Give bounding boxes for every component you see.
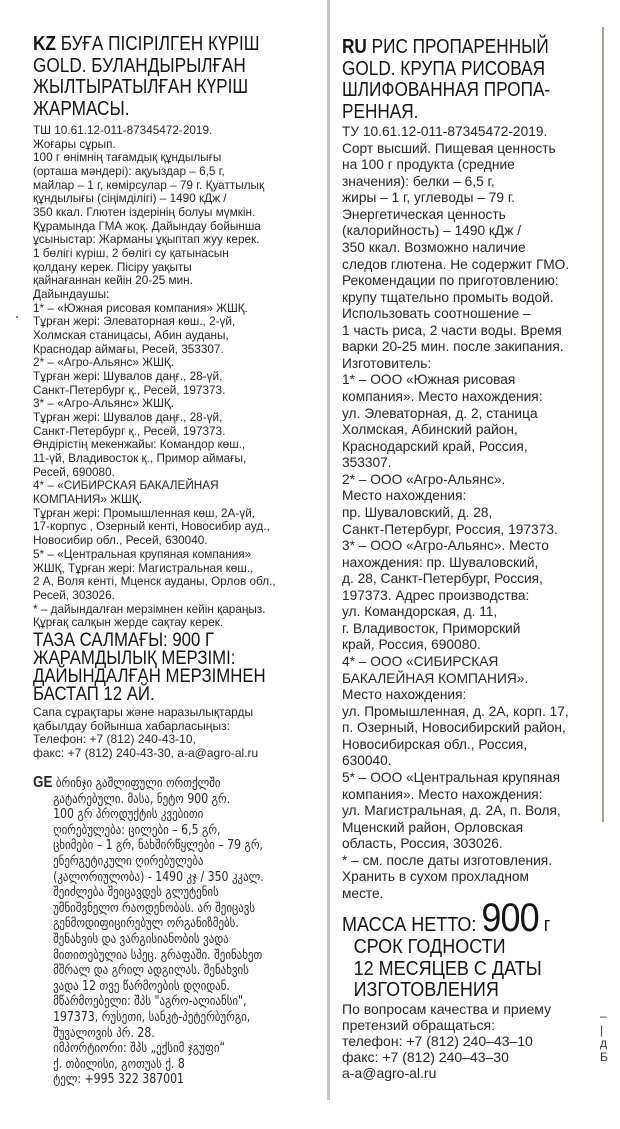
ru-contact-line: претензий обращаться:	[342, 1017, 495, 1033]
ru-title-line: ШЛИФОВАННАЯ ПРОПА-	[342, 79, 551, 101]
ru-body-line: Использовать соотношение –	[342, 305, 531, 322]
ge-lines-line: უმნიშვნელო რაოდენობას. არ შეიცავს	[53, 900, 256, 916]
ru-body-line: ТУ 10.61.12-011-87345472-2019.	[342, 123, 548, 139]
edge-fragments-line: Б	[600, 1049, 608, 1064]
stray-dot	[16, 316, 18, 318]
kz-contact-line: Телефон: +7 (812) 240-43-10,	[33, 732, 196, 747]
ru-body-line: п. Озерный, Новосибирский район,	[342, 719, 566, 736]
ru-body-line: варки 20-25 мин. после закипания.	[342, 338, 564, 355]
edge-fragments-line: д	[600, 1036, 608, 1050]
ge-lines-line: შუვალოვის პრ. 28.	[53, 1025, 155, 1041]
ru-shelf-life-line: 12 МЕСЯЦЕВ С ДАТЫ	[353, 957, 542, 980]
ru-contact-line: a-a@agro-al.ru	[342, 1065, 437, 1081]
ge-lines-line: 100 გრ პროდუქტის კვებითი	[53, 807, 204, 823]
edge-fragments-line: –	[600, 1009, 607, 1023]
ru-body-line: пр. Шуваловский, д. 28,	[342, 503, 493, 520]
kz-body-line: Құрғақ салқын жерде сақтау керек.	[33, 615, 224, 630]
ru-body-line: 1 часть риса, 2 части воды. Время	[342, 321, 562, 338]
ru-title	[342, 37, 584, 123]
edge-fragments	[600, 1010, 608, 1064]
kz-body-line: Санкт-Петербург қ., Ресей, 197373.	[33, 382, 226, 397]
kz-body-line: (орташа мәндері): ақуыздар – 6,5 г,	[33, 164, 225, 179]
kz-title-line: GOLD. БУЛАНДЫРЫЛҒАН	[33, 54, 246, 77]
kz-body-line: Новосибир обл., Ресей, 630040.	[33, 533, 208, 548]
ru-body-line: 1* – ООО «Южная рисовая	[342, 371, 516, 388]
ru-net-value: 900	[481, 896, 539, 940]
ru-body-line: Новосибирская обл., Россия,	[342, 735, 528, 752]
ru-title-line: GOLD. КРУПА РИСОВАЯ	[342, 57, 546, 80]
ru-contact-line: телефон: +7 (812) 240–43–10	[342, 1033, 533, 1049]
ge-lines-line: შეიძლება შეიცავდეს გლუტენის	[53, 885, 219, 901]
kz-body-line: 17-корпус , Озерный кенті, Новосибир ауд.,	[33, 519, 270, 534]
ge-lines-line: ქ. თბილისი, გოთუას ქ. 8	[53, 1056, 185, 1072]
ru-body-line: нахождения: пр. Шуваловский,	[342, 553, 539, 570]
kz-contact-line: факс: +7 (812) 240-43-30, a-a@agro-al.ru	[33, 746, 259, 761]
ge-lines-line: შენახვის და ვარგისიანობის ვადა	[53, 931, 229, 947]
kz-contact-line: қабылдау бойынша хабарласыңыз:	[33, 718, 230, 733]
ru-body-line: Рекомендации по приготовлению:	[342, 272, 559, 289]
ru-body-line: г. Владивосток, Приморский	[342, 619, 521, 636]
ru-body-line: 5* – ООО «Центральная крупяная	[342, 768, 561, 785]
kz-body-line: 100 г өнімнің тағамдық құндылығы	[33, 150, 222, 165]
kz-body-line: Тұрған жері: Шувалов даңғ., 28-үй,	[33, 410, 223, 425]
ru-body-line: 353307.	[342, 454, 392, 471]
ru-body-line: 350 ккал. Возможно наличие	[342, 238, 526, 255]
ru-net-unit: г	[543, 914, 551, 936]
ge-lines	[33, 792, 284, 1088]
ge-lines-line: (კალორიულობა) - 1490 კჯ / 350 კკალ.	[53, 869, 264, 885]
kz-body-line: 5* – «Центральная крупяная компания»	[33, 546, 252, 561]
kz-net-weight-shelf-life-line: ТАЗА САЛМАҒЫ: 900 Г	[33, 629, 215, 651]
kz-title-line: ЖЫЛТЫРАТЫЛҒАН КҮРІШ	[33, 76, 249, 98]
ru-body-line: ул. Промышленная, д. 2А, корп. 17,	[342, 702, 569, 719]
ru-body-line: крупу тщательно промыть водой.	[342, 288, 554, 305]
ru-body-line: компания». Место нахождения:	[342, 785, 543, 802]
ru-language-code: RU	[342, 36, 367, 58]
kz-body-line: Дайындаушы:	[33, 287, 110, 302]
kz-body-line: Өндірістің мекенжайы: Командор көш.,	[33, 437, 246, 452]
ge-lines-line: ვადა 12 თვე წარმოების დღიდან.	[53, 978, 230, 994]
ge-lines-line: მითითებულია სპეც. გრაფაში. შეინახეთ	[53, 947, 263, 963]
ru-body-line: Мценский район, Орловская	[342, 818, 524, 835]
ge-lines-line: მწარმოებელი: შპს "აგრო-ალიანსი",	[53, 994, 247, 1010]
ru-body-line: следов глютена. Не содержит ГМО.	[342, 255, 570, 272]
ru-body-line: компания». Место нахождения:	[342, 388, 543, 404]
ru-title-line: РЕННАЯ.	[342, 100, 419, 123]
ru-body-line: на 100 г продукта (средние	[342, 156, 515, 173]
ru-body-line: Место нахождения:	[342, 686, 467, 703]
kz-body-line: қайнағаннан кейін 20-25 мин.	[33, 273, 193, 288]
ge-lines-line: ღირებულება: ცილები – 6,5 გრ,	[53, 822, 221, 838]
kz-body-line: қолдану керек. Пісіру уақыты	[33, 259, 192, 274]
ru-body-line: Санкт-Петербург, Россия, 197373.	[342, 520, 558, 537]
ge-lines-line: ტელ: +995 322 387001	[53, 1072, 185, 1088]
ru-body-line: 4* – ООО «СИБИРСКАЯ	[342, 653, 499, 669]
ru-body-line: край, Россия, 690080.	[342, 636, 481, 653]
kz-body-line: 1* – «Южная рисовая компания» ЖШҚ.	[33, 300, 248, 315]
kz-body-line: 2* – «Агро-Альянс» ЖШҚ.	[33, 355, 175, 370]
ru-body-line: 197373. Адрес производства:	[342, 586, 530, 603]
kz-body-line: Тұрған жері: Шувалов даңғ., 28-үй,	[33, 369, 223, 384]
ru-body-line: Изготовитель:	[342, 354, 432, 371]
ru-contact-line: факс: +7 (812) 240–43–30	[342, 1049, 509, 1065]
kz-body-line: Ресей, 690080.	[33, 464, 115, 479]
kz-body-line: 11-үй, Владивосток қ., Примор аймағы,	[33, 451, 247, 466]
ru-body	[342, 123, 574, 901]
kz-language-code: KZ	[33, 33, 56, 55]
ru-shelf-life	[342, 937, 574, 1002]
kz-body-line: 3* – «Агро-Альянс» ЖШҚ.	[33, 396, 175, 411]
kz-title-line: БУҒА ПІСІРІЛГЕН КҮРІШ	[60, 33, 260, 55]
ru-body-line: значения): белки – 6,5 г,	[342, 172, 495, 189]
ge-language-code: GE	[33, 774, 53, 791]
ru-shelf-life-line: ИЗГОТОВЛЕНИЯ	[353, 979, 499, 1001]
ru-body-line: Сорт высший. Пищевая ценность	[342, 139, 556, 156]
ru-shelf-life-line: СРОК ГОДНОСТИ	[353, 936, 506, 958]
kz-title	[33, 34, 296, 120]
ru-body-line: 630040.	[342, 752, 392, 769]
ge-lines-line: გატარებული. მასა, ნეტო 900 გრ.	[53, 791, 231, 807]
kz-body-line: Құрамында ГМА жоқ. Дайындау бойынша	[33, 218, 261, 233]
ru-contact-line: По вопросам качества и приему	[342, 1001, 552, 1017]
kz-body-line: Тұрған жері: Промышленная көш, 2А-үй,	[33, 505, 256, 520]
kz-body-line: 350 ккал. Глютен іздерінің болуы мүмкін.	[33, 205, 256, 220]
ru-body-line: д. 28, Санкт-Петербург, Россия,	[342, 570, 543, 587]
ru-body-line: ул. Командорская, д. 11,	[342, 603, 498, 620]
ge-lines-line: 197373, რუსეთი, სანკტ-პეტერბურგი,	[53, 1009, 251, 1025]
ru-body-line: БАКАЛЕЙНАЯ КОМПАНИЯ».	[342, 669, 529, 686]
ru-body-line: 2* – ООО «Агро-Альянс».	[342, 470, 506, 487]
ge-lines-line: იმპორტიორი: შპს „ექსიმ ჯგუფი“	[53, 1041, 226, 1057]
ge-lines-line: ცხიმები – 1 გრ, ნახშირწყლები – 79 გრ,	[53, 838, 264, 854]
kz-body-line: 2 А, Воля кенті, Мценск ауданы, Орлов обл.,	[33, 574, 276, 589]
kz-body-line: Ресей, 303026.	[33, 587, 115, 602]
ru-body-line: Хранить в сухом прохладном	[342, 868, 529, 885]
kz-net-weight-shelf-life	[33, 631, 304, 703]
kz-body-line: құндылығы (сіңімділігі) – 1490 кДж /	[33, 191, 227, 206]
kz-contact	[33, 706, 258, 761]
ru-title-line: РИС ПРОПАРЕННЫЙ	[371, 36, 549, 58]
kz-title-line: ЖАРМАСЫ.	[33, 97, 130, 120]
ru-net-label: МАССА НЕТТО:	[342, 914, 477, 936]
kz-body-line: Тұрған жері: Элеваторная көш., 2-үй,	[33, 314, 236, 329]
ru-body-line: 3* – ООО «Агро-Альянс». Место	[342, 537, 549, 554]
kz-body-line: Краснодар аймағы, Ресей, 353307.	[33, 341, 224, 356]
kz-body	[33, 124, 281, 630]
kz-body-line: ЖШҚ, Тұрған жері: Магистральная көш.,	[33, 560, 254, 575]
ru-net-weight-shelf-life	[342, 896, 574, 1002]
kz-net-weight-shelf-life-line: ДАЙЫНДАЛҒАН МЕРЗІМНЕН	[33, 665, 266, 687]
ru-body-line: Краснодарский край, Россия,	[342, 437, 528, 454]
ru-net-weight	[342, 896, 551, 940]
kz-net-weight-shelf-life-line: ЖАРАМДЫЛЫҚ МЕРЗІМІ:	[33, 647, 236, 669]
ru-body-line: Холмская, Абинский район,	[342, 421, 518, 438]
ru-body-line: жиры – 1 г, углеводы – 79 г.	[342, 189, 515, 206]
kz-body-line: 1 бөлігі күріш, 2 бөлігі су қатынасын	[33, 246, 229, 261]
column-divider-right	[602, 27, 604, 822]
kz-body-line: * – дайындалған мерзімнен кейін қараңыз.	[33, 601, 266, 616]
ru-body-line: (калорийность) – 1490 кДж /	[342, 222, 522, 239]
kz-body-line: Холмская станицасы, Абин ауданы,	[33, 328, 229, 343]
ge-lines-line: მშრალ და გრილ ადგილას. შენახვის	[53, 963, 249, 979]
kz-body-line: Жоғары сұрып.	[33, 136, 116, 151]
kz-body-line: 4* – «СИБИРСКАЯ БАКАЛЕЙНАЯ	[33, 478, 219, 493]
edge-fragments-line: |	[600, 1022, 604, 1037]
kz-body-line: КОМПАНИЯ» ЖШҚ.	[33, 492, 142, 507]
ru-body-line: ул. Элеваторная, д. 2, станица	[342, 404, 538, 421]
ru-body-line: месте.	[342, 884, 384, 901]
ge-line: ბრინჯი გაშლიფული ორთქლში	[55, 776, 221, 791]
kz-body-line: майлар – 1 г, көмірсулар – 79 г. Қуаттылық	[33, 177, 265, 192]
ge-lines-line: გენმოდიფიცირებულ ორგანიზმებს.	[53, 916, 239, 932]
column-divider-left	[327, 0, 330, 1100]
ru-body-line: Энергетическая ценность	[342, 205, 506, 222]
ru-body-line: ул. Магистральная, д. 2А, п. Воля,	[342, 802, 561, 819]
kz-body-line: Санкт-Петербург қ., Ресей, 197373.	[33, 423, 226, 438]
kz-net-weight-shelf-life-line: БАСТАП 12 АЙ.	[33, 683, 155, 705]
ru-body-line: Место нахождения:	[342, 487, 467, 504]
ge-body	[33, 775, 284, 1088]
kz-contact-line: Сапа сұрақтары және наразылықтарды	[33, 705, 254, 719]
ru-contact	[342, 1001, 551, 1081]
ru-body-line: область, Россия, 303026.	[342, 835, 503, 852]
ru-body-line: * – см. после даты изготовления.	[342, 851, 553, 868]
kz-body-line: ТШ 10.61.12-011-87345472-2019.	[33, 123, 213, 137]
kz-body-line: ұсыныстар: Жарманы ұқыптап жуу керек.	[33, 232, 260, 247]
ge-lines-line: ენერგეტიკული ღირებულება	[53, 853, 204, 869]
